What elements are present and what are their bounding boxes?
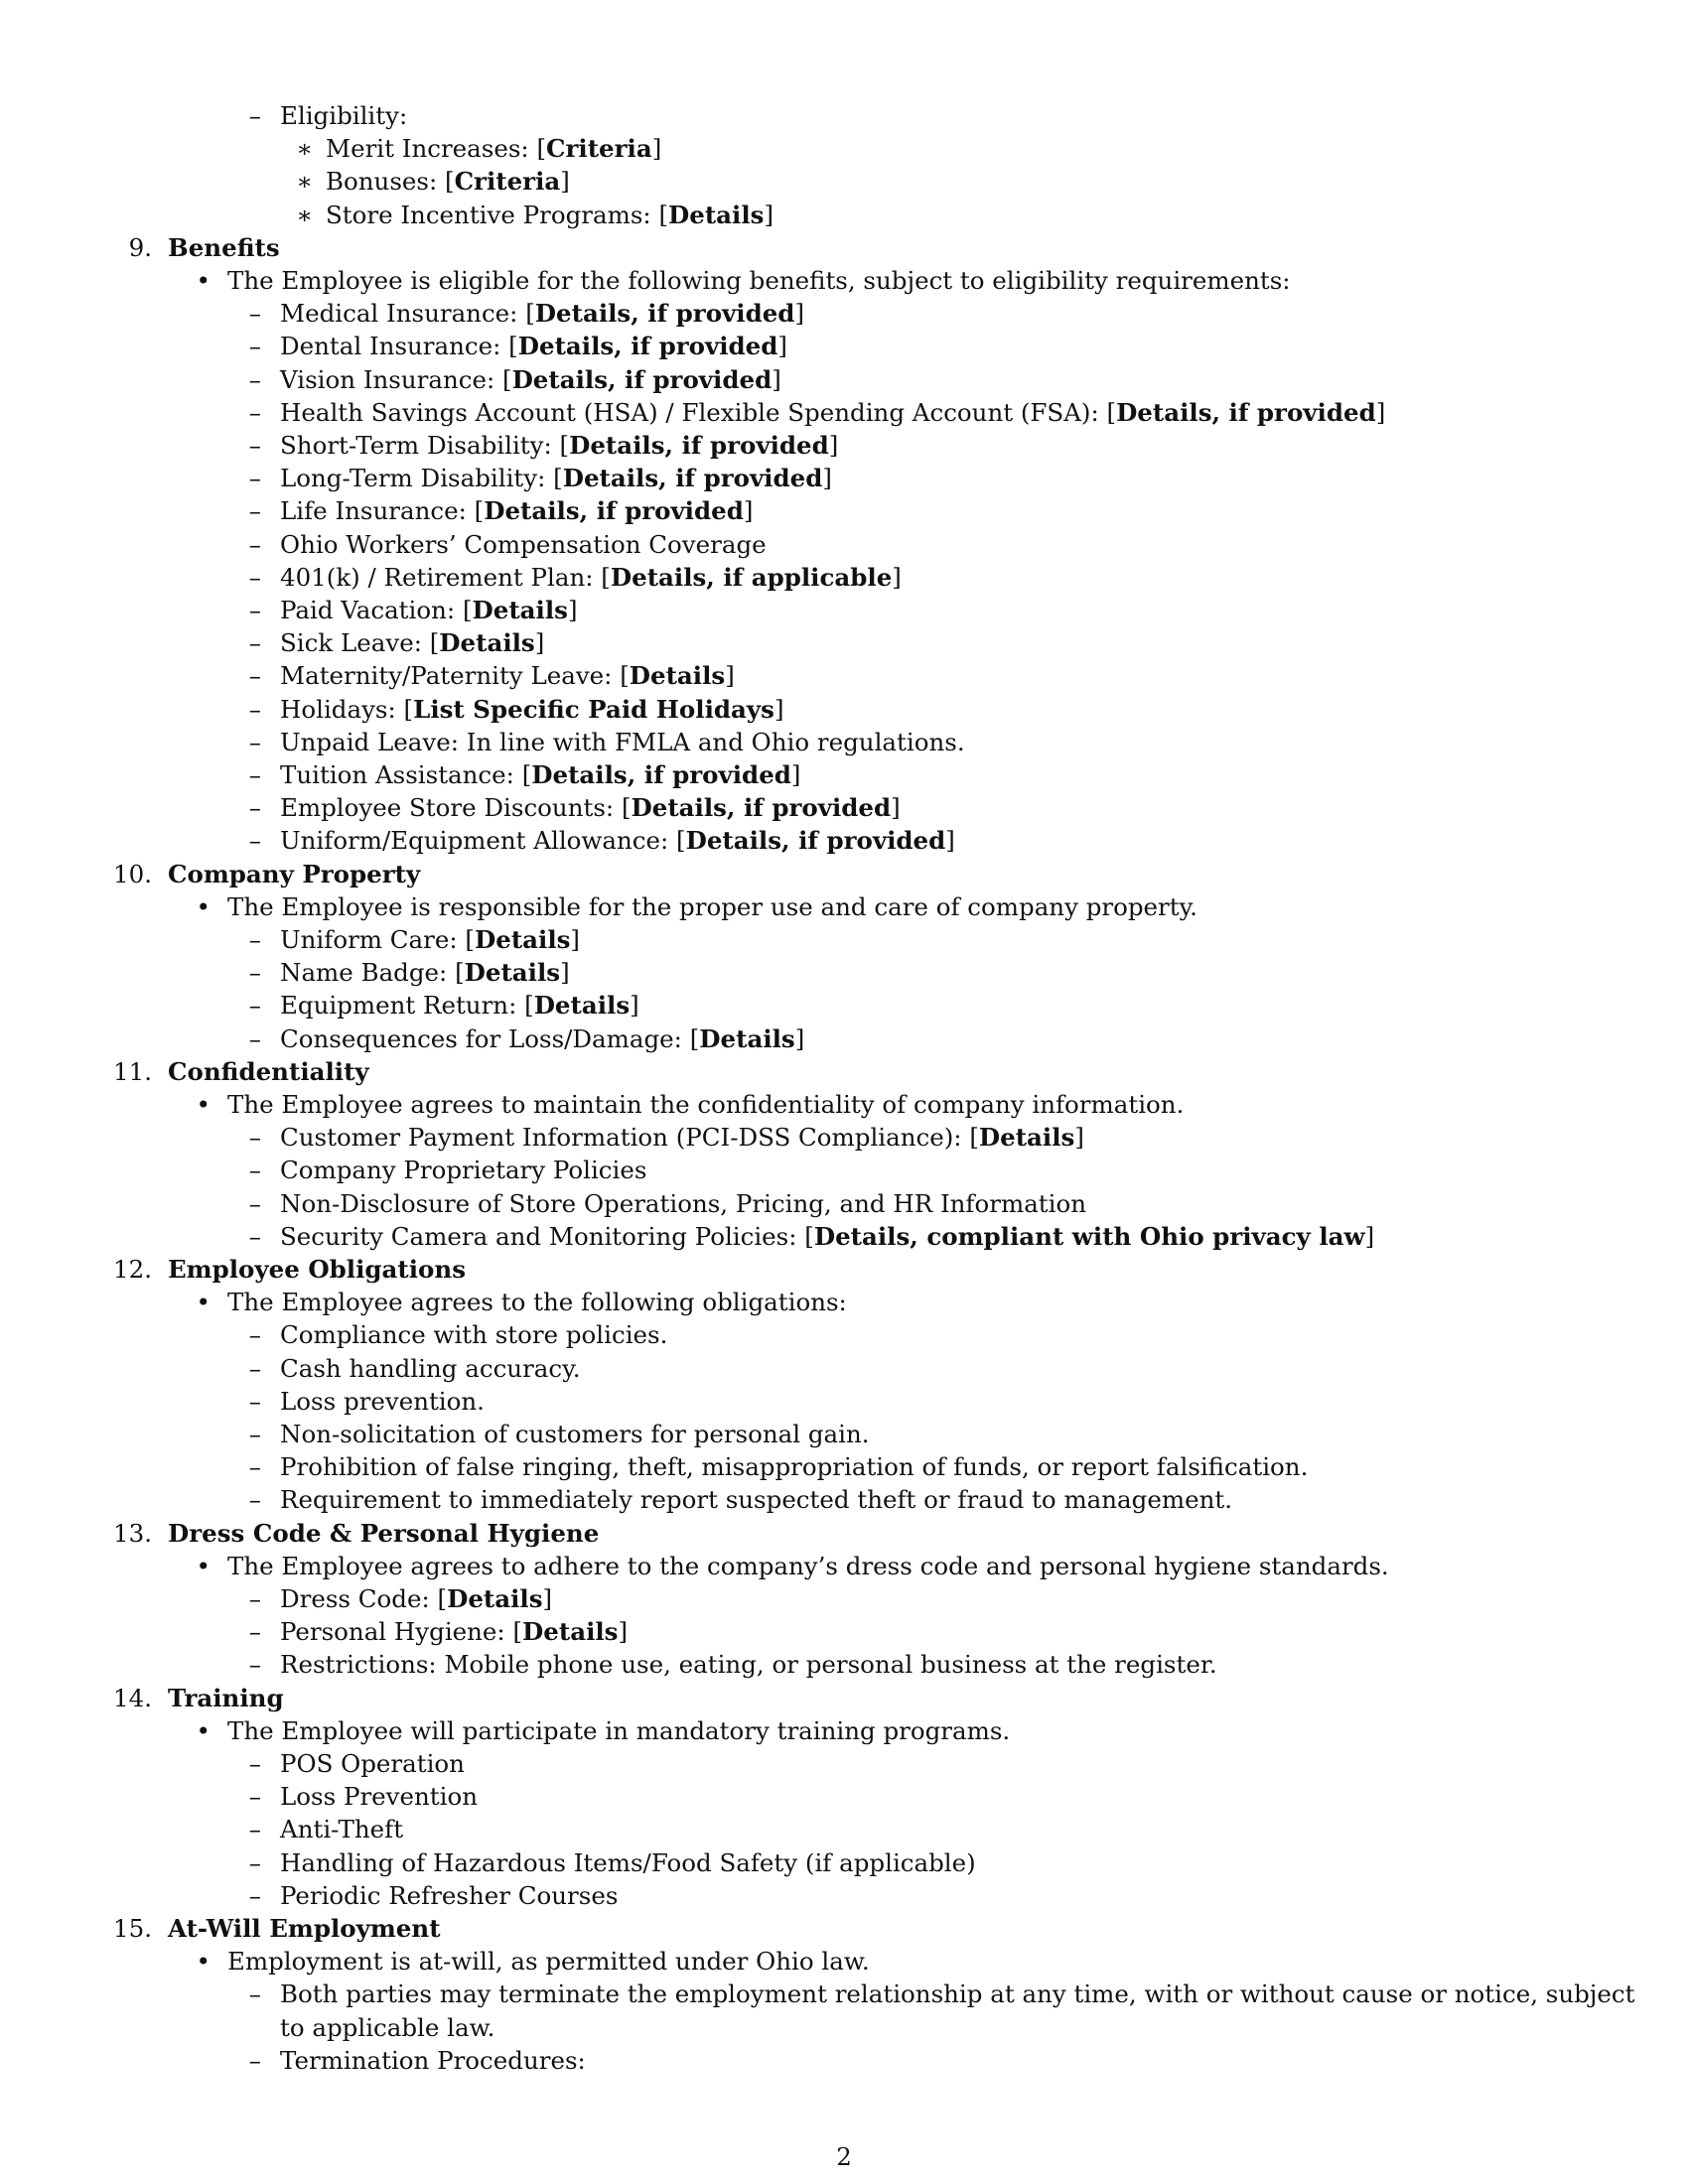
dash-marker: – (248, 1188, 261, 1218)
bullet-text: The Employee agrees to adhere to the company’s dress code and personal hygiene standards. (227, 1551, 1389, 1580)
sub-item (280, 1815, 403, 1844)
item-text: Loss prevention. (280, 1386, 485, 1416)
item-text: Holidays: (280, 694, 404, 724)
dash-marker: – (248, 628, 261, 658)
dash-marker: – (248, 1617, 261, 1647)
item-text: to applicable law. (280, 2012, 495, 2042)
item-text: Merit Increases: (326, 134, 537, 164)
placeholder-field: Details (668, 200, 765, 229)
dash-marker: – (248, 1815, 261, 1844)
item-text: Name Badge: (280, 958, 456, 988)
dash-marker: – (248, 529, 261, 559)
item-text: Termination Procedures: (280, 2045, 586, 2075)
section-heading (168, 1914, 441, 1944)
dash-marker: – (248, 793, 261, 823)
dash-marker: – (248, 1979, 261, 2009)
section-heading (168, 1519, 599, 1549)
placeholder-field: Details, if provided (685, 826, 946, 856)
section-number: 9. (128, 232, 152, 262)
item-text: Compliance with store policies. (280, 1320, 668, 1350)
placeholder-field: Details, if provided (569, 431, 829, 460)
bullet-text: The Employee is responsible for the proper use and care of company property. (227, 891, 1197, 921)
sub-item: Dental Insurance: [Details, if provided] (280, 332, 787, 361)
dash-marker: – (248, 991, 261, 1021)
placeholder-field: Details, if applicable (610, 562, 893, 592)
section-title: Confidentiality (168, 1056, 369, 1086)
bullet-text: Employment is at-will, as permitted under Ohio law. (227, 1947, 870, 1977)
sub-item (280, 1189, 1086, 1219)
item-text: Anti-Theft (280, 1815, 404, 1844)
item-text: Paid Vacation: (280, 596, 463, 624)
item-text: Sick Leave: (280, 628, 430, 658)
item-text: Bonuses: (326, 167, 445, 197)
dash-marker: – (248, 299, 261, 329)
sub-item (280, 1354, 581, 1384)
sub-item (280, 1485, 1232, 1515)
dash-marker: – (248, 826, 261, 856)
item-text: Dental Insurance: (280, 332, 509, 361)
dash-marker: – (248, 727, 261, 756)
dash-marker: – (248, 596, 261, 624)
item-text: Periodic Refresher Courses (280, 1880, 619, 1910)
sub-item: Consequences for Loss/Damage: [Details] (280, 1024, 805, 1053)
section-number: 11. (113, 1056, 152, 1086)
sub-item (280, 1320, 667, 1350)
item-text: Cash handling accuracy. (280, 1353, 581, 1383)
bullet-text: The Employee agrees to the following obligations: (227, 1288, 847, 1317)
dash-marker: – (248, 760, 261, 789)
sub-item: Personal Hygiene: [Details] (280, 1617, 629, 1647)
sub-item (280, 728, 965, 757)
item-text: Personal Hygiene: (280, 1617, 513, 1647)
placeholder-field: Details (699, 1024, 795, 1053)
section-heading (168, 1057, 369, 1087)
sub-item: Paid Vacation: [Details] (280, 596, 578, 624)
item-text: Security Camera and Monitoring Policies: (280, 1221, 805, 1251)
item-text: Uniform Care: (280, 925, 466, 954)
placeholder-field: Details (474, 925, 571, 954)
bullet-marker: • (196, 1947, 211, 1977)
section-heading (168, 1684, 284, 1713)
placeholder-field: Details (472, 596, 568, 624)
dash-marker: – (248, 1782, 261, 1812)
placeholder-field: Details, if provided (517, 332, 778, 361)
item-text: Uniform/Equipment Allowance: (280, 826, 677, 856)
bullet-text: The Employee will participate in mandatory training programs. (227, 1715, 1011, 1745)
sub-item: Sick Leave: [Details] (280, 628, 545, 658)
sub-item: Dress Code: [Details] (280, 1584, 553, 1613)
sub-item (280, 530, 767, 560)
item-text: Medical Insurance: (280, 299, 526, 329)
placeholder-field: Details, if provided (1116, 397, 1376, 427)
sub-item (280, 101, 407, 131)
placeholder-field: Details (464, 958, 561, 988)
dash-marker: – (248, 431, 261, 460)
item-text: Consequences for Loss/Damage: (280, 1024, 690, 1053)
item-text: Non-Disclosure of Store Operations, Pricing, and HR Information (280, 1188, 1087, 1218)
section-number: 10. (113, 859, 152, 888)
sub-item: Long-Term Disability: [Details, if provided] (280, 464, 832, 493)
section-title: Company Property (168, 859, 421, 888)
item-text: Prohibition of false ringing, theft, misappropriation of funds, or report falsification. (280, 1452, 1309, 1482)
dash-marker: – (248, 1452, 261, 1482)
item-text: Health Savings Account (HSA) / Flexible Spending Account (FSA): (280, 397, 1107, 427)
dash-marker: – (248, 661, 261, 691)
bullet-marker: • (196, 1715, 211, 1745)
placeholder-field: Details, compliant with Ohio privacy law (813, 1221, 1365, 1251)
section-heading (168, 233, 280, 263)
dash-marker: – (248, 464, 261, 493)
placeholder-field: Details (629, 661, 726, 691)
placeholder-field: Details, if provided (562, 464, 823, 493)
dash-marker: – (248, 1320, 261, 1350)
dash-marker: – (248, 397, 261, 427)
bullet-text: The Employee agrees to maintain the confidentiality of company information. (227, 1090, 1185, 1119)
dash-marker: – (248, 694, 261, 724)
dash-marker: – (248, 925, 261, 954)
item-text: 401(k) / Retirement Plan: (280, 562, 602, 592)
item-text: Non-solicitation of customers for personal gain. (280, 1420, 870, 1448)
sub-item (280, 2046, 586, 2076)
section-title: At-Will Employment (168, 1914, 441, 1943)
sub-item (280, 1848, 976, 1878)
placeholder-field: List Specific Paid Holidays (413, 694, 774, 724)
bullet-marker: • (196, 1551, 211, 1580)
dash-marker: – (248, 1485, 261, 1515)
section-number: 15. (113, 1914, 152, 1943)
star-marker: ∗ (296, 134, 313, 164)
item-text: Restrictions: Mobile phone use, eating, or personal business at the register. (280, 1650, 1217, 1680)
placeholder-field: Details (439, 628, 535, 658)
item-text: Handling of Hazardous Items/Food Safety (if applicable) (280, 1847, 976, 1877)
dash-marker: – (248, 101, 261, 130)
sub-item: Customer Payment Information (PCI-DSS Compliance): [Details] (280, 1123, 1084, 1153)
dash-marker: – (248, 1386, 261, 1416)
sub-item: Medical Insurance: [Details, if provided] (280, 299, 804, 329)
item-text: Equipment Return: (280, 991, 525, 1021)
dash-marker: – (248, 1847, 261, 1877)
item-text: Short-Term Disability: (280, 431, 560, 460)
sub-item: Equipment Return: [Details] (280, 991, 639, 1021)
section-title: Employee Obligations (168, 1255, 466, 1284)
sub-item: Uniform/Equipment Allowance: [Details, if provided] (280, 826, 955, 856)
placeholder-field: Details, if provided (631, 793, 892, 823)
dash-marker: – (248, 496, 261, 526)
section-number: 14. (113, 1683, 152, 1712)
dash-marker: – (248, 1420, 261, 1448)
item-text: Store Incentive Programs: (326, 200, 659, 229)
placeholder-field: Details, if provided (511, 364, 773, 394)
sub-item (280, 1387, 485, 1417)
dash-marker: – (248, 958, 261, 988)
sub-item (280, 1452, 1308, 1482)
bullet-text: The Employee is eligible for the following benefits, subject to eligibility requirements: (227, 266, 1291, 295)
sub-item (280, 1749, 465, 1779)
dash-marker: – (248, 562, 261, 592)
item-text: Ohio Workers’ Compensation Coverage (280, 529, 767, 559)
item-text: Long-Term Disability: (280, 464, 554, 493)
page-number: 2 (836, 2142, 852, 2171)
section-number: 13. (113, 1518, 152, 1548)
dash-marker: – (248, 1221, 261, 1251)
dash-marker: – (248, 1156, 261, 1185)
placeholder-field: Details (978, 1123, 1075, 1153)
star-marker: ∗ (296, 167, 313, 197)
placeholder-field: Details (533, 991, 631, 1021)
dash-marker: – (248, 1584, 261, 1613)
section-title: Training (168, 1683, 284, 1712)
item-text: Both parties may terminate the employment relationship at any time, with or without cause or notice, subject (280, 1979, 1635, 2009)
bullet-marker: • (196, 891, 211, 921)
item-text: Maternity/Paternity Leave: (280, 661, 621, 691)
sub-item (280, 1782, 478, 1812)
item-text: Company Proprietary Policies (280, 1156, 647, 1185)
sub-item (280, 1420, 870, 1449)
sub-item: Maternity/Paternity Leave: [Details] (280, 661, 735, 691)
item-text: Eligibility: (280, 101, 408, 130)
dash-marker: – (248, 1880, 261, 1910)
item-text: POS Operation (280, 1749, 465, 1778)
placeholder-field: Criteria (454, 167, 561, 197)
item-text: Vision Insurance: (280, 364, 502, 394)
dash-marker: – (248, 1650, 261, 1680)
dash-marker: – (248, 1123, 261, 1153)
sub-item (280, 1650, 1217, 1680)
dash-marker: – (248, 2045, 261, 2075)
dash-marker: – (248, 1353, 261, 1383)
item-text: Unpaid Leave: In line with FMLA and Ohio regulations. (280, 727, 965, 756)
section-heading (168, 860, 420, 889)
dash-marker: – (248, 332, 261, 361)
dash-marker: – (248, 364, 261, 394)
sub-item (280, 1156, 646, 1185)
sub-item: Holidays: [List Specific Paid Holidays] (280, 694, 784, 724)
sub-item: Security Camera and Monitoring Policies: [Details, compliant with Ohio privacy law] (280, 1221, 1375, 1251)
item-text: Dress Code: (280, 1584, 438, 1613)
bullet-marker: • (196, 1288, 211, 1317)
dash-marker: – (248, 1749, 261, 1778)
sub-item: Name Badge: [Details] (280, 958, 570, 988)
item-text: Tuition Assistance: (280, 760, 522, 789)
item-text: Customer Payment Information (PCI-DSS Compliance): (280, 1123, 970, 1153)
section-number: 12. (113, 1255, 152, 1284)
placeholder-field: Details (447, 1584, 543, 1613)
item-text: Employee Store Discounts: (280, 793, 622, 823)
sub-item: Health Savings Account (HSA) / Flexible Spending Account (FSA): [Details, if provided] (280, 397, 1386, 427)
bullet-marker: • (196, 266, 211, 295)
sub-item (280, 2013, 494, 2043)
sub-item (280, 1979, 1634, 2009)
sub-item: Tuition Assistance: [Details, if provided] (280, 760, 801, 789)
item-text: Requirement to immediately report suspected theft or fraud to management. (280, 1485, 1232, 1515)
star-marker: ∗ (296, 200, 313, 229)
section-title: Benefits (168, 232, 280, 262)
placeholder-field: Details, if provided (534, 299, 795, 329)
placeholder-field: Criteria (546, 134, 652, 164)
sub-item: Life Insurance: [Details, if provided] (280, 496, 754, 526)
placeholder-field: Details (522, 1617, 619, 1647)
sub-sub-item: Bonuses: [Criteria] (326, 167, 570, 197)
sub-sub-item: Merit Increases: [Criteria] (326, 134, 662, 164)
bullet-marker: • (196, 1090, 211, 1119)
placeholder-field: Details, if provided (484, 496, 744, 526)
item-text: Loss Prevention (280, 1782, 478, 1812)
item-text: Life Insurance: (280, 496, 475, 526)
sub-item: Short-Term Disability: [Details, if provided] (280, 431, 839, 460)
sub-item: 401(k) / Retirement Plan: [Details, if applicable] (280, 562, 902, 592)
sub-item: Employee Store Discounts: [Details, if provided] (280, 793, 901, 823)
section-title: Dress Code & Personal Hygiene (168, 1518, 600, 1548)
sub-item: Vision Insurance: [Details, if provided] (280, 364, 781, 394)
sub-item: Uniform Care: [Details] (280, 925, 580, 954)
placeholder-field: Details, if provided (531, 760, 791, 789)
dash-marker: – (248, 1024, 261, 1053)
sub-sub-item: Store Incentive Programs: [Details] (326, 200, 774, 229)
sub-item (280, 1881, 618, 1911)
section-heading (168, 1255, 466, 1285)
